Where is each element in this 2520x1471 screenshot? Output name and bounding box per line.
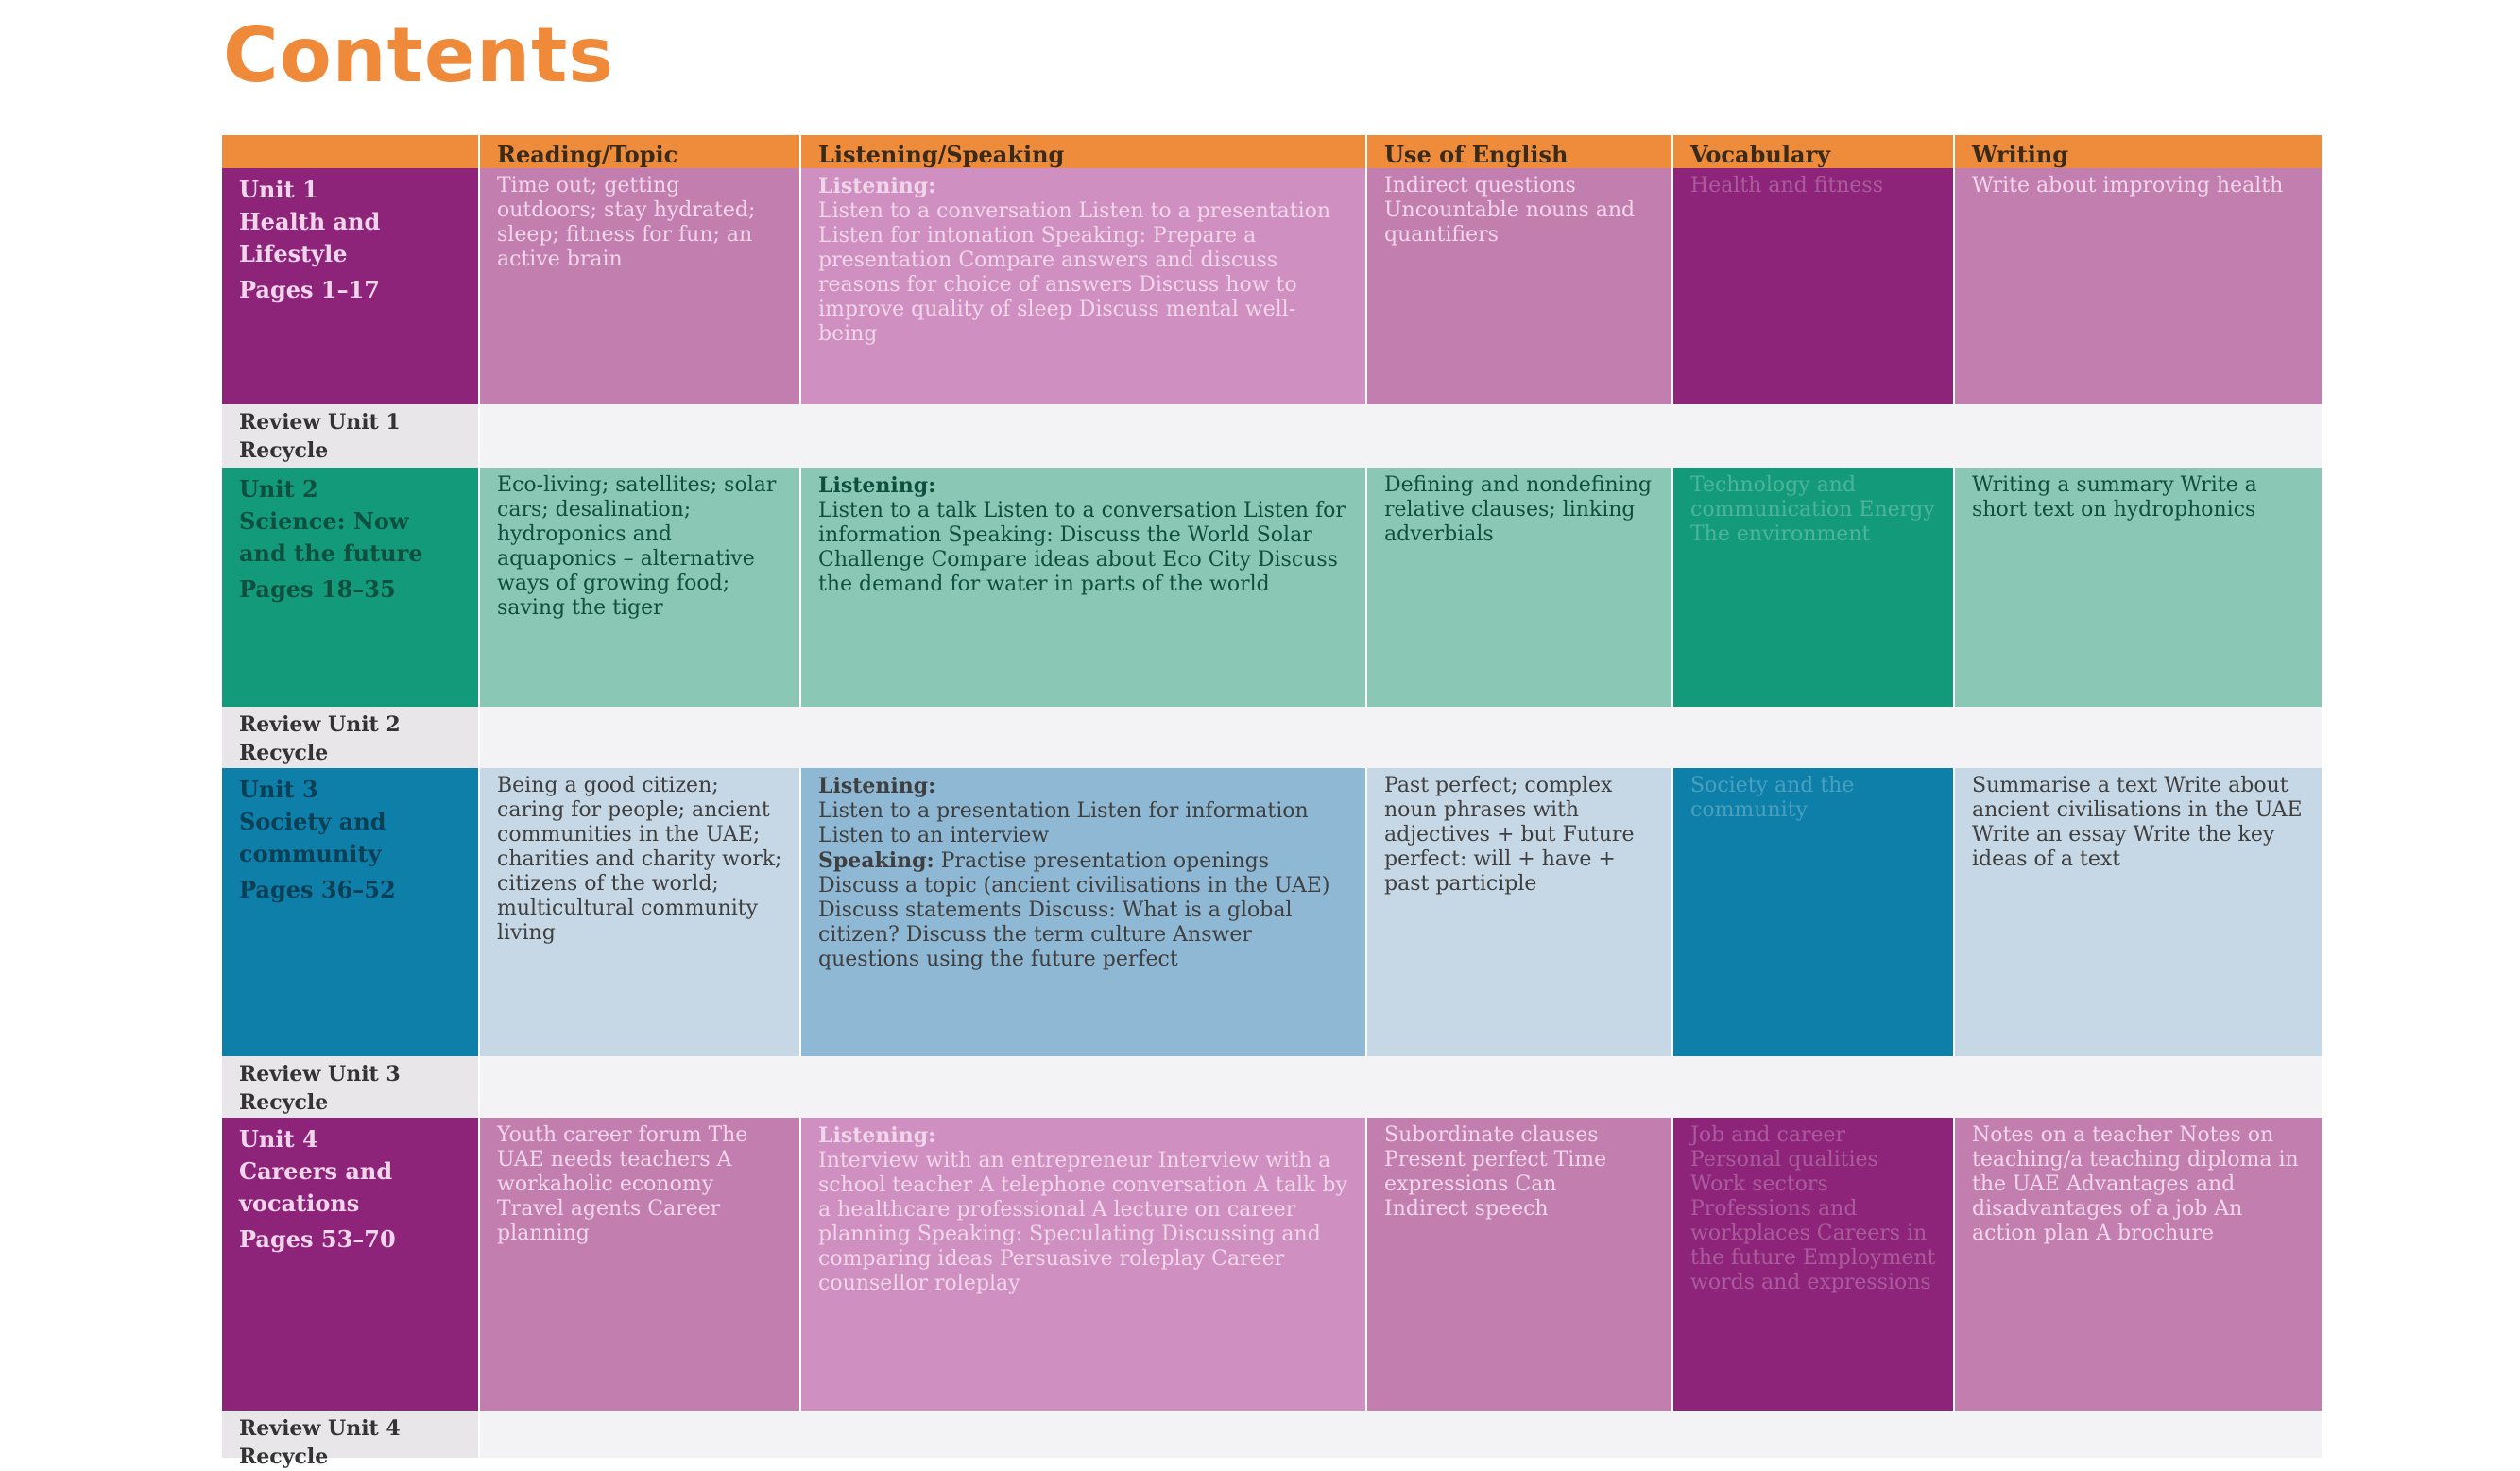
unit-title-line: Lifestyle <box>239 240 348 267</box>
unit-pages: Pages 53–70 <box>239 1225 396 1253</box>
review-unit-3-label[interactable] <box>222 1056 478 1118</box>
unit-title-line: vocations <box>239 1189 360 1217</box>
unit-4-writing: Notes on a teacher Notes on teaching/a teaching diploma in the UAE Advantages and disadvantages of a job An action plan A brochure <box>1955 1118 2322 1411</box>
review-unit-2-label[interactable] <box>222 707 478 768</box>
unit-4-use-of-english: Subordinate clauses Present perfect Time expressions Can Indirect speech <box>1367 1118 1671 1411</box>
unit-2-label[interactable] <box>222 468 478 707</box>
unit-3-listening <box>801 768 1365 1056</box>
header-writing: Writing <box>1955 135 2322 168</box>
unit-1-writing: Write about improving health <box>1955 168 2322 404</box>
listening-text: Listen to a presentation Listen for information Listen to an interview <box>818 799 1315 847</box>
unit-pages: Pages 1–17 <box>239 276 380 303</box>
speaking-text: Practise presentation openings Discuss a topic (ancient civilisations in the UAE) Discuss statements Discuss: What is a global citizen? Discuss the term culture Answer questions using the future perfect <box>818 849 1337 971</box>
unit-number: Unit 3 <box>239 776 318 803</box>
unit-1-listening <box>801 168 1365 404</box>
review-unit-1-band <box>480 404 2322 468</box>
review-title: Review Unit 3 <box>239 1062 401 1086</box>
review-unit-1-label[interactable] <box>222 404 478 468</box>
listening-heading: Listening: <box>818 174 936 198</box>
unit-title-line: Science: Now <box>239 507 409 535</box>
unit-1-reading: Time out; getting outdoors; stay hydrated; sleep; fitness for fun; an active brain <box>480 168 799 404</box>
unit-title-line: Health and <box>239 208 381 235</box>
unit-2-writing: Writing a summary Write a short text on hydrophonics <box>1955 468 2322 707</box>
unit-1-label[interactable] <box>222 168 478 404</box>
review-title: Review Unit 1 <box>239 410 401 435</box>
unit-2-use-of-english: Defining and nondefining relative clauses; linking adverbials <box>1367 468 1671 707</box>
review-recycle: Recycle <box>239 1090 329 1115</box>
listening-text: Listen to a conversation Listen to a presentation Listen for intonation Speaking: Prepare a presentation Compare answers and discuss reasons for choice of answers Discuss how to improve quality of sleep Discuss mental well-being <box>818 199 1338 346</box>
review-unit-4-band <box>480 1411 2322 1458</box>
unit-3-label[interactable] <box>222 768 478 1056</box>
unit-pages: Pages 18–35 <box>239 575 396 603</box>
review-recycle: Recycle <box>239 438 329 463</box>
unit-title-line: Careers and <box>239 1157 393 1185</box>
unit-number: Unit 4 <box>239 1125 318 1153</box>
unit-number: Unit 2 <box>239 475 318 503</box>
review-title: Review Unit 4 <box>239 1416 401 1441</box>
unit-3-vocabulary: Society and the community <box>1673 768 1953 1056</box>
listening-heading: Listening: <box>818 1123 936 1148</box>
review-unit-3-band <box>480 1056 2322 1118</box>
unit-4-reading: Youth career forum The UAE needs teachers A workaholic economy Travel agents Career planning <box>480 1118 799 1411</box>
listening-heading: Listening: <box>818 473 936 498</box>
header-corner <box>222 135 478 168</box>
unit-2-reading: Eco-living; satellites; solar cars; desalination; hydroponics and aquaponics – alternative ways of growing food; saving the tiger <box>480 468 799 707</box>
review-recycle: Recycle <box>239 741 329 765</box>
unit-title-line: and the future <box>239 539 423 567</box>
contents-table <box>222 135 2322 1469</box>
unit-4-listening <box>801 1118 1365 1411</box>
unit-2-vocabulary: Technology and communication Energy The environment <box>1673 468 1953 707</box>
unit-3-writing: Summarise a text Write about ancient civilisations in the UAE Write an essay Write the key ideas of a text <box>1955 768 2322 1056</box>
unit-3-reading: Being a good citizen; caring for people; ancient communities in the UAE; charities and charity work; citizens of the world; multicultural community living <box>480 768 799 1056</box>
unit-4-vocabulary: Job and career Personal qualities Work sectors Professions and workplaces Careers in the future Employment words and expressions <box>1673 1118 1953 1411</box>
header-vocabulary: Vocabulary <box>1673 135 1953 168</box>
listening-heading: Listening: <box>818 774 936 798</box>
unit-2-listening <box>801 468 1365 707</box>
page-title: Contents <box>223 11 614 99</box>
review-unit-4-label[interactable] <box>222 1411 478 1469</box>
unit-4-label[interactable] <box>222 1118 478 1411</box>
unit-title-line: community <box>239 840 382 867</box>
header-reading: Reading/Topic <box>480 135 799 168</box>
unit-number: Unit 1 <box>239 176 318 203</box>
unit-3-use-of-english: Past perfect; complex noun phrases with adjectives + but Future perfect: will + have + past participle <box>1367 768 1671 1056</box>
unit-pages: Pages 36–52 <box>239 876 396 903</box>
listening-text: Interview with an entrepreneur Interview with a school teacher A telephone conversation A talk by a healthcare professional A lecture on career planning Speaking: Speculating Discussing and comparing ideas Persuasive roleplay Career counsellor roleplay <box>818 1149 1354 1295</box>
unit-title-line: Society and <box>239 808 386 835</box>
review-unit-2-band <box>480 707 2322 768</box>
review-recycle: Recycle <box>239 1445 329 1469</box>
speaking-heading: Speaking: <box>818 848 934 873</box>
header-use-of-english: Use of English <box>1367 135 1671 168</box>
unit-1-use-of-english: Indirect questions Uncountable nouns and quantifiers <box>1367 168 1671 404</box>
review-title: Review Unit 2 <box>239 712 401 737</box>
header-listening: Listening/Speaking <box>801 135 1365 168</box>
unit-1-vocabulary: Health and fitness <box>1673 168 1953 404</box>
listening-text: Listen to a talk Listen to a conversation Listen for information Speaking: Discuss the World Solar Challenge Compare ideas about Eco City Discuss the demand for water in parts of the world <box>818 499 1352 596</box>
